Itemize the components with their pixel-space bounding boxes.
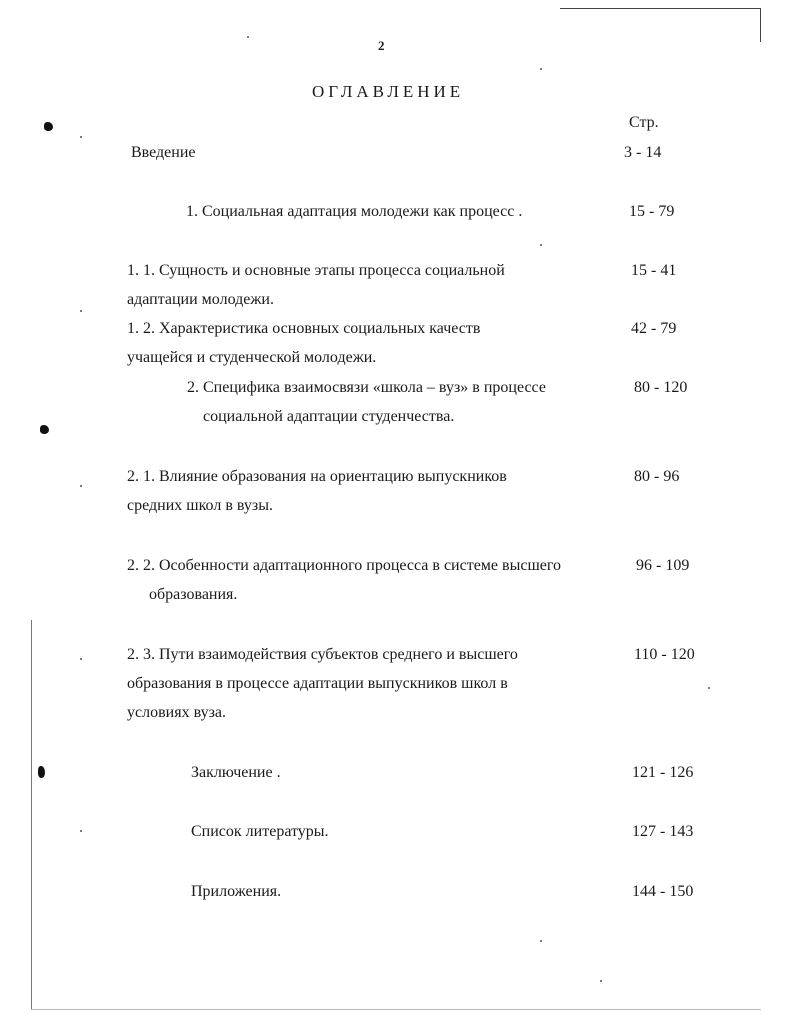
scan-speck xyxy=(247,36,249,38)
scan-blot xyxy=(38,766,45,778)
toc-entry-label-line1: 1. 1. Сущность и основные этапы процесса социальной xyxy=(127,262,505,279)
toc-entry-introduction xyxy=(131,138,196,167)
scan-speck xyxy=(540,68,542,70)
toc-entry-section-1-2 xyxy=(127,314,480,372)
toc-entry-label-line1: 2. 3. Пути взаимодействия субъектов среднего и высшего xyxy=(127,646,518,663)
toc-entry-pages: 144 - 150 xyxy=(632,883,694,900)
pages-column-header: Стр. xyxy=(629,114,659,131)
toc-entry-section-2-2 xyxy=(127,551,561,609)
toc-entry-section-2-3 xyxy=(127,640,518,727)
scan-speck xyxy=(600,980,602,982)
toc-entry-pages: 110 - 120 xyxy=(634,646,695,663)
scan-border-bottom xyxy=(31,1009,761,1010)
toc-entry-appendices xyxy=(191,877,281,906)
scan-speck xyxy=(80,658,82,660)
toc-entry-label: Заключение . xyxy=(191,764,281,781)
toc-entry-label: Приложения. xyxy=(191,883,282,900)
scan-speck xyxy=(540,940,542,942)
toc-entry-bibliography xyxy=(191,817,329,846)
toc-entry-label-line1: 1. 2. Характеристика основных социальных качеств xyxy=(127,320,481,337)
scan-border-left xyxy=(31,620,32,1010)
toc-entry-label-line2: адаптации молодежи. xyxy=(127,291,274,308)
toc-entry-chapter-1 xyxy=(186,197,522,226)
toc-entry-pages: 80 - 120 xyxy=(634,379,688,396)
toc-entry-label-line2: учащейся и студенческой молодежи. xyxy=(127,349,377,366)
toc-entry-pages: 15 - 79 xyxy=(629,203,675,220)
scan-blot xyxy=(44,122,53,131)
page-number: 2 xyxy=(378,38,385,53)
toc-entry-label-line1: 2. 2. Особенности адаптационного процесса в системе высшего xyxy=(127,557,562,574)
toc-entry-label-line3: условиях вуза. xyxy=(127,704,226,721)
page-title: ОГЛАВЛЕНИЕ xyxy=(312,82,465,101)
scan-speck xyxy=(80,485,82,487)
toc-entry-label-line1: 2. Специфика взаимосвязи «школа – вуз» в процессе xyxy=(187,379,546,396)
scan-speck xyxy=(540,244,542,246)
toc-entry-pages: 96 - 109 xyxy=(636,557,690,574)
toc-entry-label: 1. Социальная адаптация молодежи как процесс . xyxy=(186,203,523,220)
toc-entry-section-1-1 xyxy=(127,256,505,314)
toc-entry-label-line2: образования. xyxy=(149,586,238,603)
toc-entry-pages: 80 - 96 xyxy=(634,468,680,485)
toc-entry-section-2-1 xyxy=(127,462,507,520)
toc-entry-label-line2: средних школ в вузы. xyxy=(127,497,273,514)
toc-entry-label: Список литературы. xyxy=(191,823,329,840)
scan-speck xyxy=(80,136,82,138)
toc-entry-label-line1: 2. 1. Влияние образования на ориентацию выпускников xyxy=(127,468,507,485)
scan-border-right xyxy=(760,8,761,42)
toc-entry-label-line2: образования в процессе адаптации выпускников школ в xyxy=(127,675,508,692)
toc-entry-label: Введение xyxy=(131,144,196,161)
toc-entry-conclusion xyxy=(191,758,281,787)
toc-entry-pages: 15 - 41 xyxy=(631,262,677,279)
toc-entry-label-line2: социальной адаптации студенчества. xyxy=(203,408,455,425)
scan-speck xyxy=(708,687,710,689)
scan-blot xyxy=(40,425,49,434)
scan-speck xyxy=(80,310,82,312)
toc-entry-pages: 127 - 143 xyxy=(632,823,694,840)
scan-border-top xyxy=(560,8,760,9)
toc-entry-pages: 121 - 126 xyxy=(632,764,694,781)
scan-speck xyxy=(80,830,82,832)
toc-entry-pages: 42 - 79 xyxy=(631,320,677,337)
toc-entry-chapter-2 xyxy=(187,373,546,431)
toc-entry-pages: 3 - 14 xyxy=(624,144,662,161)
